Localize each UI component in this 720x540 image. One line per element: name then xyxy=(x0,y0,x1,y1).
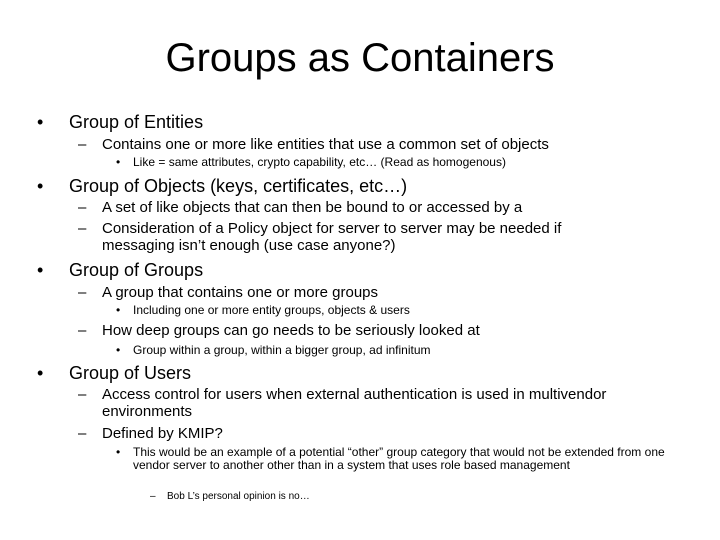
sub-sub-bullet: • Including one or more entity groups, objects & users xyxy=(116,303,410,317)
sub-bullet: – A group that contains one or more groups xyxy=(78,284,379,301)
bullet-marker: • xyxy=(37,112,44,132)
bullet-group-of-objects: • Group of Objects (keys, certificates, etc…) xyxy=(37,176,408,196)
bullet-marker: • xyxy=(37,260,44,280)
sub-sub-bullet: • Like = same attributes, crypto capability, etc… (Read as homogenous) xyxy=(116,155,506,169)
bullet-group-of-users: • Group of Users xyxy=(37,363,192,383)
sub-bullet: – A set of like objects that can then be bound to or accessed by a xyxy=(78,199,523,216)
bullet-marker: • xyxy=(116,445,121,459)
sub-bullet: – Contains one or more like entities that use a common set of objects xyxy=(78,136,549,153)
bullet-marker: • xyxy=(37,176,44,196)
slide-title: Groups as Containers xyxy=(165,36,555,80)
dash-marker: – xyxy=(78,220,87,237)
bullet-group-of-groups: • Group of Groups xyxy=(37,260,204,280)
dash-marker: – xyxy=(78,425,87,442)
bullet-marker: • xyxy=(116,303,121,317)
bullet-marker: • xyxy=(116,343,121,357)
dash-marker: – xyxy=(150,491,156,502)
dash-marker: – xyxy=(78,136,87,153)
sub-bullet: – Access control for users when external authentication is used in multivendor environments xyxy=(78,386,607,420)
bullet-group-of-entities: • Group of Entities xyxy=(37,112,204,132)
dash-marker: – xyxy=(78,199,87,216)
bullet-marker: • xyxy=(116,155,121,169)
sub-bullet: – Defined by KMIP? xyxy=(78,425,223,442)
sub-bullet: – Consideration of a Policy object for server to server may be needed if messaging isn’t enough (use case anyone?) xyxy=(78,220,562,254)
dash-marker: – xyxy=(78,322,87,339)
dash-marker: – xyxy=(78,284,87,301)
sub-sub-bullet: • This would be an example of a potential “other” group category that would not be extended from one vendor server to another other than in a system that uses role based management xyxy=(116,445,665,472)
sub-bullet: – How deep groups can go needs to be seriously looked at xyxy=(78,322,480,339)
sub-sub-bullet: • Group within a group, within a bigger group, ad infinitum xyxy=(116,343,431,357)
dash-marker: – xyxy=(78,386,87,403)
bullet-marker: • xyxy=(37,363,44,383)
level4-bullet: – Bob L’s personal opinion is no… xyxy=(150,491,310,502)
